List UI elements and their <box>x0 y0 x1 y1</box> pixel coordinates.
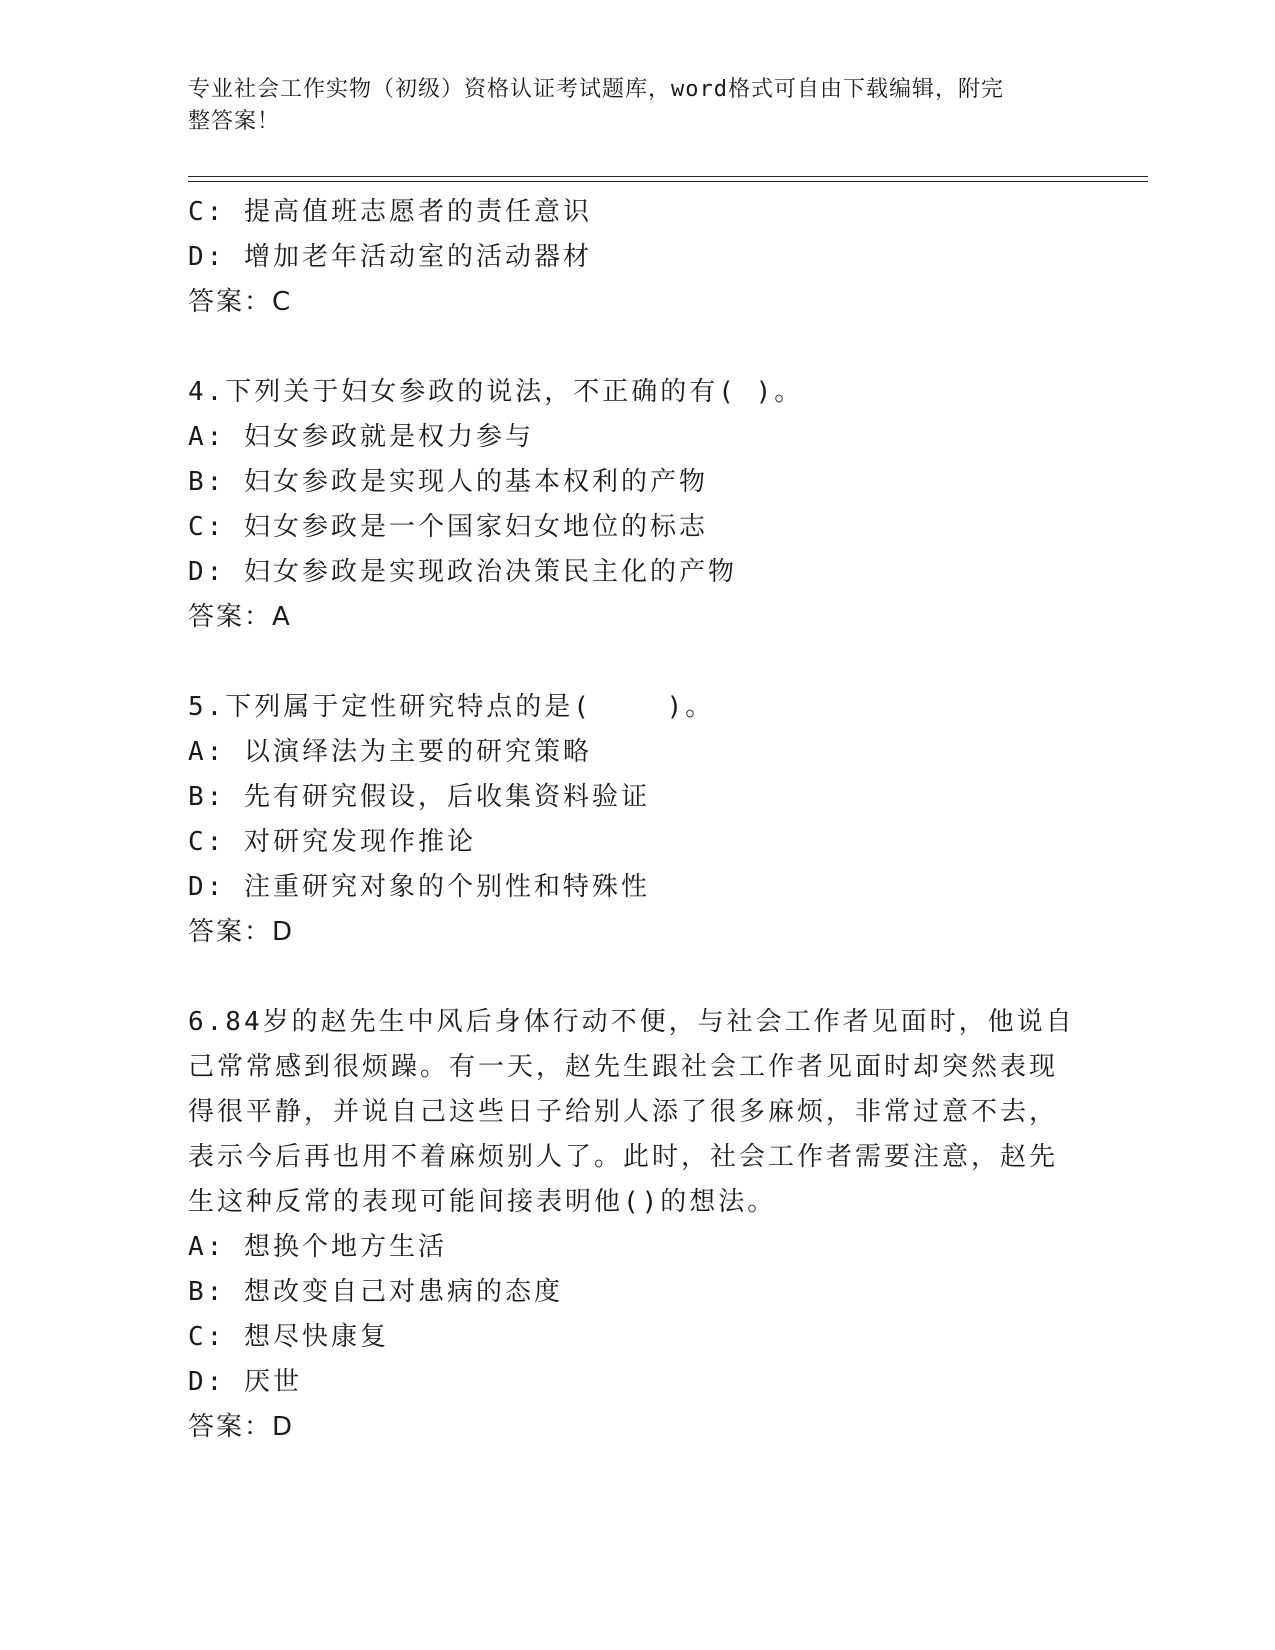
option-b: B: 先有研究假设，后收集资料验证 <box>188 782 650 812</box>
question-stem-line-4: 表示今后再也用不着麻烦别人了。此时，社会工作者需要注意，赵先 <box>188 1142 1059 1172</box>
answer: 答案：D <box>188 917 295 947</box>
question-stem: 4.下列关于妇女参政的说法，不正确的有( )。 <box>188 377 804 407</box>
question-stem-line-3: 得很平静，并说自己这些日子给别人添了很多麻烦，非常过意不去， <box>188 1097 1059 1127</box>
option-d: D: 妇女参政是实现政治决策民主化的产物 <box>188 557 737 587</box>
document-header <box>188 74 1068 138</box>
answer: 答案：A <box>188 602 292 632</box>
spacer <box>188 325 1068 370</box>
option-a: A: 想换个地方生活 <box>188 1232 447 1262</box>
question-stem-line-1: 6.84岁的赵先生中风后身体行动不便，与社会工作者见面时，他说自 <box>188 1007 1075 1037</box>
option-b: B: 妇女参政是实现人的基本权利的产物 <box>188 467 708 497</box>
header-divider-bottom <box>188 181 1148 182</box>
spacer <box>188 640 1068 685</box>
spacer <box>188 955 1068 1000</box>
option-c: C: 提高值班志愿者的责任意识 <box>188 197 592 227</box>
option-c: C: 妇女参政是一个国家妇女地位的标志 <box>188 512 708 542</box>
option-a: A: 以演绎法为主要的研究策略 <box>188 737 592 767</box>
question-6 <box>188 1000 1075 1450</box>
answer: 答案：C <box>188 287 293 317</box>
header-line-1: 专业社会工作实物（初级）资格认证考试题库，word格式可自由下载编辑，附完 <box>188 77 1004 102</box>
question-stem: 5.下列属于定性研究特点的是( )。 <box>188 692 715 722</box>
question-stem-line-5: 生这种反常的表现可能间接表明他()的想法。 <box>188 1187 777 1217</box>
option-b: B: 想改变自己对患病的态度 <box>188 1277 563 1307</box>
header-divider-top <box>188 176 1148 177</box>
question-stem-line-2: 己常常感到很烦躁。有一天，赵先生跟社会工作者见面时却突然表现 <box>188 1052 1059 1082</box>
question-5 <box>188 685 1068 955</box>
option-d: D: 注重研究对象的个别性和特殊性 <box>188 872 650 902</box>
question-3-tail <box>188 190 1068 325</box>
answer: 答案：D <box>188 1412 295 1442</box>
option-c: C: 对研究发现作推论 <box>188 827 476 857</box>
header-line-2: 整答案！ <box>188 109 281 134</box>
question-list <box>188 190 1075 1450</box>
option-d: D: 增加老年活动室的活动器材 <box>188 242 592 272</box>
option-a: A: 妇女参政就是权力参与 <box>188 422 534 452</box>
option-c: C: 想尽快康复 <box>188 1322 389 1352</box>
option-d: D: 厌世 <box>188 1367 302 1397</box>
question-4 <box>188 370 1068 640</box>
